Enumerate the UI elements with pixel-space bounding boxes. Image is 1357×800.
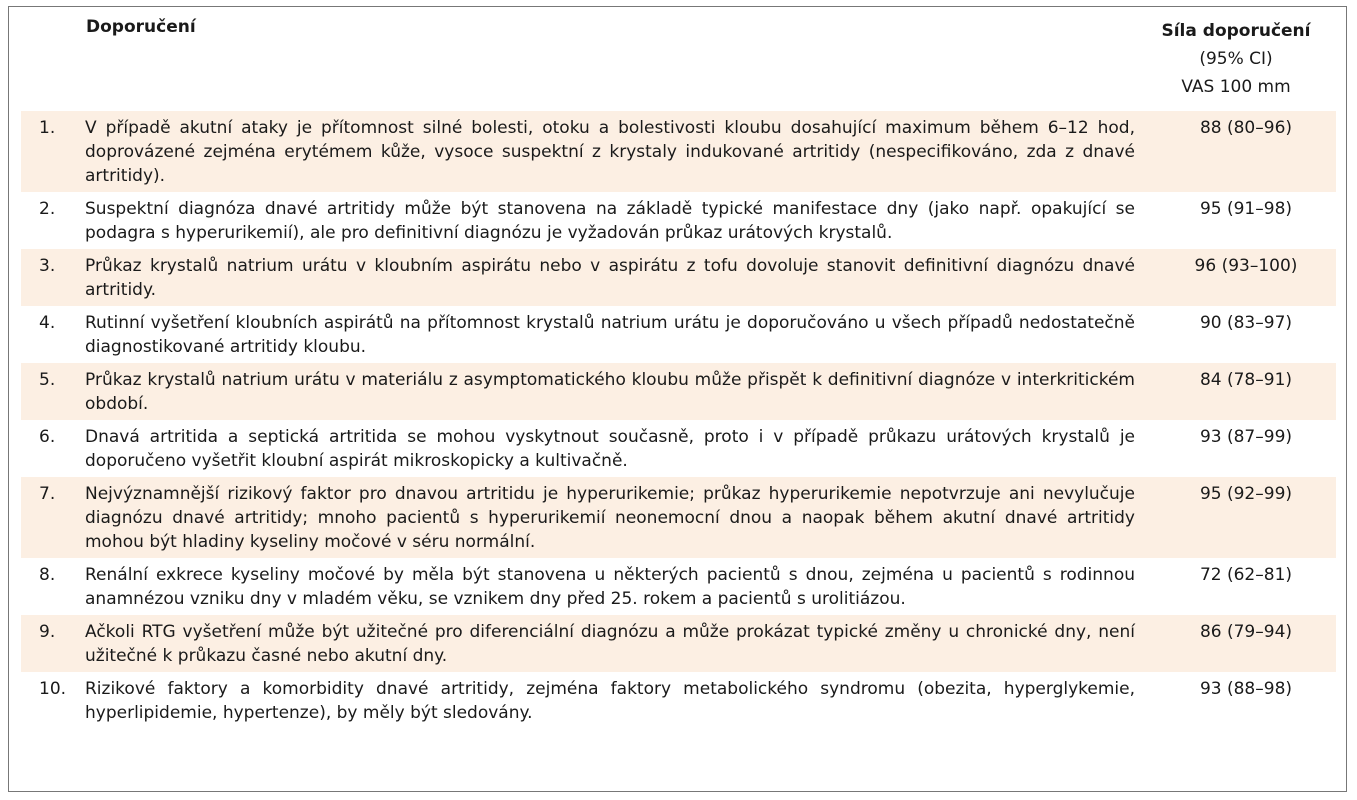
row-strength: 84 (78–91) (1199, 370, 1293, 390)
header-strength (1146, 17, 1326, 101)
row-text: Průkaz krystalů natrium urátu v materiálu z asymptomatického kloubu může přispět k definitivní diagnóze v interkritickém období. (85, 370, 1135, 414)
row-text: Rizikové faktory a komorbidity dnavé artritidy, zejména faktory metabolického syndromu (obezita, hyperglykemie, hyperlipidemie, hypertenze), by měly být sledovány. (85, 679, 1135, 723)
row-number: 5. (39, 370, 56, 390)
table-row (21, 363, 1336, 420)
row-strength: 90 (83–97) (1199, 313, 1293, 333)
header-strength-title: Síla doporučení (1161, 21, 1311, 41)
row-strength: 95 (91–98) (1199, 199, 1293, 219)
table-row (21, 420, 1336, 477)
row-number: 2. (39, 199, 56, 219)
header-recommendation: Doporučení (86, 17, 196, 37)
table-header (9, 7, 1346, 107)
table-row (21, 615, 1336, 672)
recommendations-table (8, 6, 1347, 792)
row-strength: 86 (79–94) (1199, 622, 1293, 642)
table-row (21, 111, 1336, 192)
table-row (21, 192, 1336, 249)
row-text: Nejvýznamnější rizikový faktor pro dnavou artritidu je hyperurikemie; průkaz hyperurikemie nepotvrzuje ani nevylučuje diagnózu dnavé artritidy; mnoho pacientů s hyperurikemií neonemocní dnou a naopak během akutní dnavé artritidy mohou být hladiny kyseliny močové v séru normální. (85, 484, 1135, 552)
row-text: Renální exkrece kyseliny močové by měla být stanovena u některých pacientů s dnou, zejména u pacientů s rodinnou anamnézou vzniku dny v mladém věku, se vznikem dny před 25. rokem a pacientů s urolitiázou. (85, 565, 1135, 609)
row-text: Průkaz krystalů natrium urátu v kloubním aspirátu nebo v aspirátu z tofu dovoluje stanovit definitivní diagnózu dnavé artritidy. (85, 256, 1135, 300)
header-strength-ci: (95% CI) (1199, 49, 1273, 69)
row-strength: 95 (92–99) (1199, 484, 1293, 504)
row-number: 9. (39, 622, 56, 642)
row-text: V případě akutní ataky je přítomnost silné bolesti, otoku a bolestivosti kloubu dosahující maximum během 6–12 hod, doprovázené zejména erytémem kůže, vysoce suspektní z krystaly indukované artritidy (nespecifikováno, zda z dnavé artritidy). (85, 118, 1135, 186)
table-row (21, 672, 1336, 729)
row-number: 1. (39, 118, 56, 138)
row-strength: 93 (87–99) (1199, 427, 1293, 447)
row-text: Suspektní diagnóza dnavé artritidy může být stanovena na základě typické manifestace dny (jako např. opakující se podagra s hyperurikemií), ale pro definitivní diagnózu je vyžadován průkaz urátových krystalů. (85, 199, 1135, 243)
table-row (21, 558, 1336, 615)
row-text: Ačkoli RTG vyšetření může být užitečné pro diferenciální diagnózu a může prokázat typické změny u chronické dny, není užitečné k průkazu časné nebo akutní dny. (85, 622, 1135, 666)
table-row (21, 477, 1336, 558)
header-strength-scale: VAS 100 mm (1181, 77, 1291, 97)
table-row (21, 249, 1336, 306)
row-strength: 72 (62–81) (1199, 565, 1293, 585)
table-row (21, 306, 1336, 363)
row-number: 6. (39, 427, 56, 447)
row-number: 4. (39, 313, 56, 333)
row-text: Dnavá artritida a septická artritida se mohou vyskytnout současně, proto i v případě průkazu urátových krystalů je doporučeno vyšetřit kloubní aspirát mikroskopicky a kultivačně. (85, 427, 1135, 471)
row-number: 3. (39, 256, 56, 276)
row-number: 8. (39, 565, 56, 585)
row-strength: 88 (80–96) (1199, 118, 1293, 138)
row-number: 7. (39, 484, 56, 504)
row-text: Rutinní vyšetření kloubních aspirátů na přítomnost krystalů natrium urátu je doporučováno u všech případů nedostatečně diagnostikované artritidy kloubu. (85, 313, 1135, 357)
row-strength: 96 (93–100) (1194, 256, 1298, 276)
row-strength: 93 (88–98) (1199, 679, 1293, 699)
table-body (21, 111, 1336, 729)
row-number: 10. (39, 679, 67, 699)
